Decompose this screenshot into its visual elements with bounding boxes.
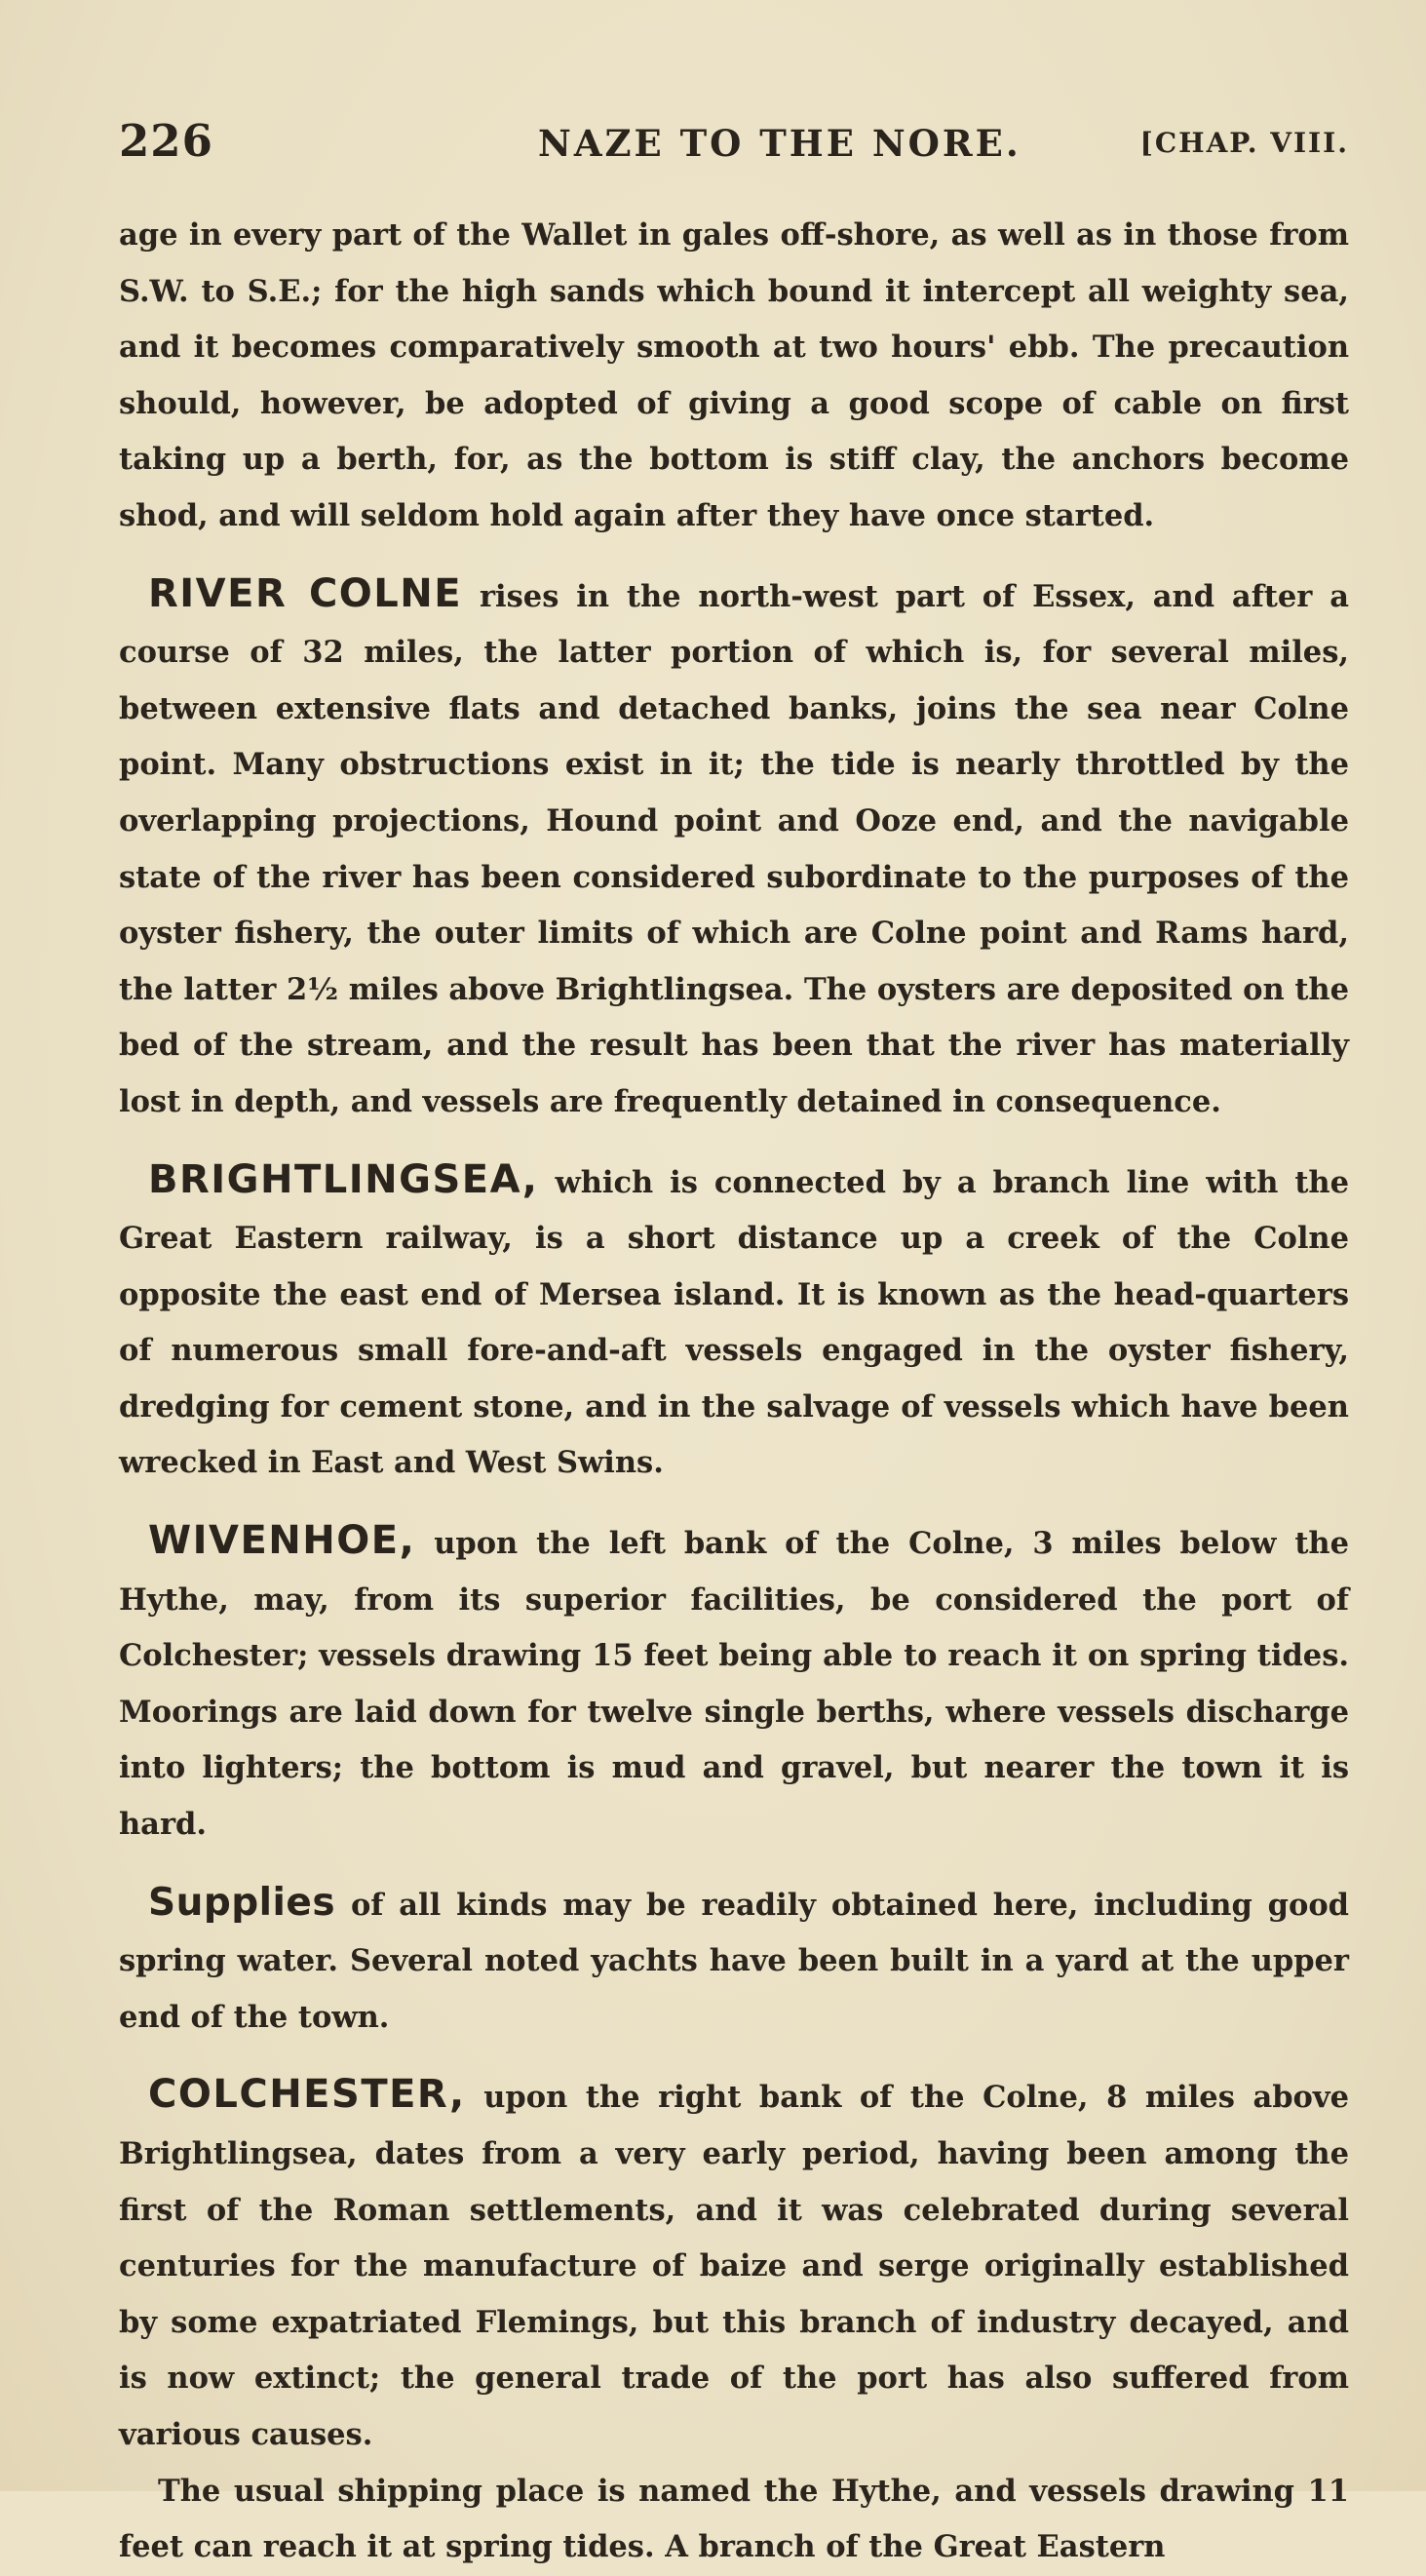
paragraph-colchester — [119, 2067, 1349, 2463]
section-title-river-colne: RIVER COLNE — [148, 570, 463, 616]
paragraph-text: age in every part of the Wallet in gales off-shore, as well as in those from S.W. to S.E.; for the high sands which bound it intercept all weighty sea, and it becomes comparatively smooth at two hours' ebb. The precaution should, however, be adopted of giving a good scope of cable on first taking up a berth, for, as the bottom is stiff clay, the anchors become shod, and will seldom hold again after they have once started. — [119, 217, 1349, 533]
paragraph-text: which is connected by a branch line with the Great Eastern railway, is a short distance up a creek of the Colne opposite the east end of Mersea island. It is known as the head-quarters of numerous small fore-and-aft vessels engaged in the oyster fishery, dredging for cement stone, and in the salvage of vessels which have been wrecked in East and West Swins. — [119, 1164, 1349, 1481]
paragraph-text: The usual shipping place is named the Hythe, and vessels drawing 11 feet can reach it at spring tides. A branch of the Great Eastern — [119, 2473, 1349, 2565]
section-title-brightlingsea: BRIGHTLINGSEA, — [148, 1156, 539, 1202]
paragraph-text: upon the left bank of the Colne, 3 miles below the Hythe, may, from its superior facilities, be considered the port of Colchester; vessels drawing 15 feet being able to reach it on spring tides. Moorings are laid down for twelve single berths, where vessels discharge into lighters; the bottom is mud and gravel, but nearer the town it is hard. — [119, 1526, 1349, 1843]
section-title-supplies: Supplies — [148, 1880, 336, 1925]
paragraph-text: upon the right bank of the Colne, 8 miles above Brightlingsea, dates from a very early period, having been among the first of the Roman settlements, and it was celebrated during several centuries for the manufacture of baize and serge originally established by some expatriated Flemings, but this branch of industry decayed, and is now extinct; the general trade of the port has also suffered from various causes. — [119, 2080, 1350, 2452]
paragraph-brightlingsea — [119, 1152, 1349, 1493]
paragraph-supplies — [119, 1875, 1349, 2047]
paragraph-text: rises in the north-west part of Essex, and after a course of 32 miles, the latter portion of which is, for several miles, between extensive flats and detached banks, joins the sea near Colne point. Many obstructions exist in it; the tide is nearly throttled by the overlapping projections, Hound point and Ooze end, and the navigable state of the river has been considered subordinate to the purposes of the oyster fishery, the outer limits of which are Colne point and Rams hard, the latter 2½ miles above Brightlingsea. The oysters are deposited on the bed of the stream, and the result has been that the river has materially lost in depth, and vessels are frequently detained in consequence. — [119, 578, 1349, 1119]
paragraph-text: of all kinds may be readily obtained here, including good spring water. Several noted yachts have been built in a yard at the upper end of the town. — [119, 1887, 1349, 2035]
running-title: NAZE TO THE NORE. — [538, 122, 1021, 165]
paragraph-river-colne — [119, 566, 1349, 1131]
section-title-wivenhoe: WIVENHOE, — [148, 1518, 416, 1564]
section-title-colchester: COLCHESTER, — [148, 2072, 466, 2118]
body-text — [119, 208, 1349, 2576]
chapter-reference: [CHAP. VIII. — [1139, 127, 1349, 159]
paragraph-wallet-continuation — [119, 208, 1349, 545]
page-header — [119, 115, 1349, 174]
page-number: 226 — [119, 115, 213, 167]
paragraph-hythe — [119, 2464, 1349, 2576]
paragraph-wivenhoe — [119, 1513, 1349, 1854]
